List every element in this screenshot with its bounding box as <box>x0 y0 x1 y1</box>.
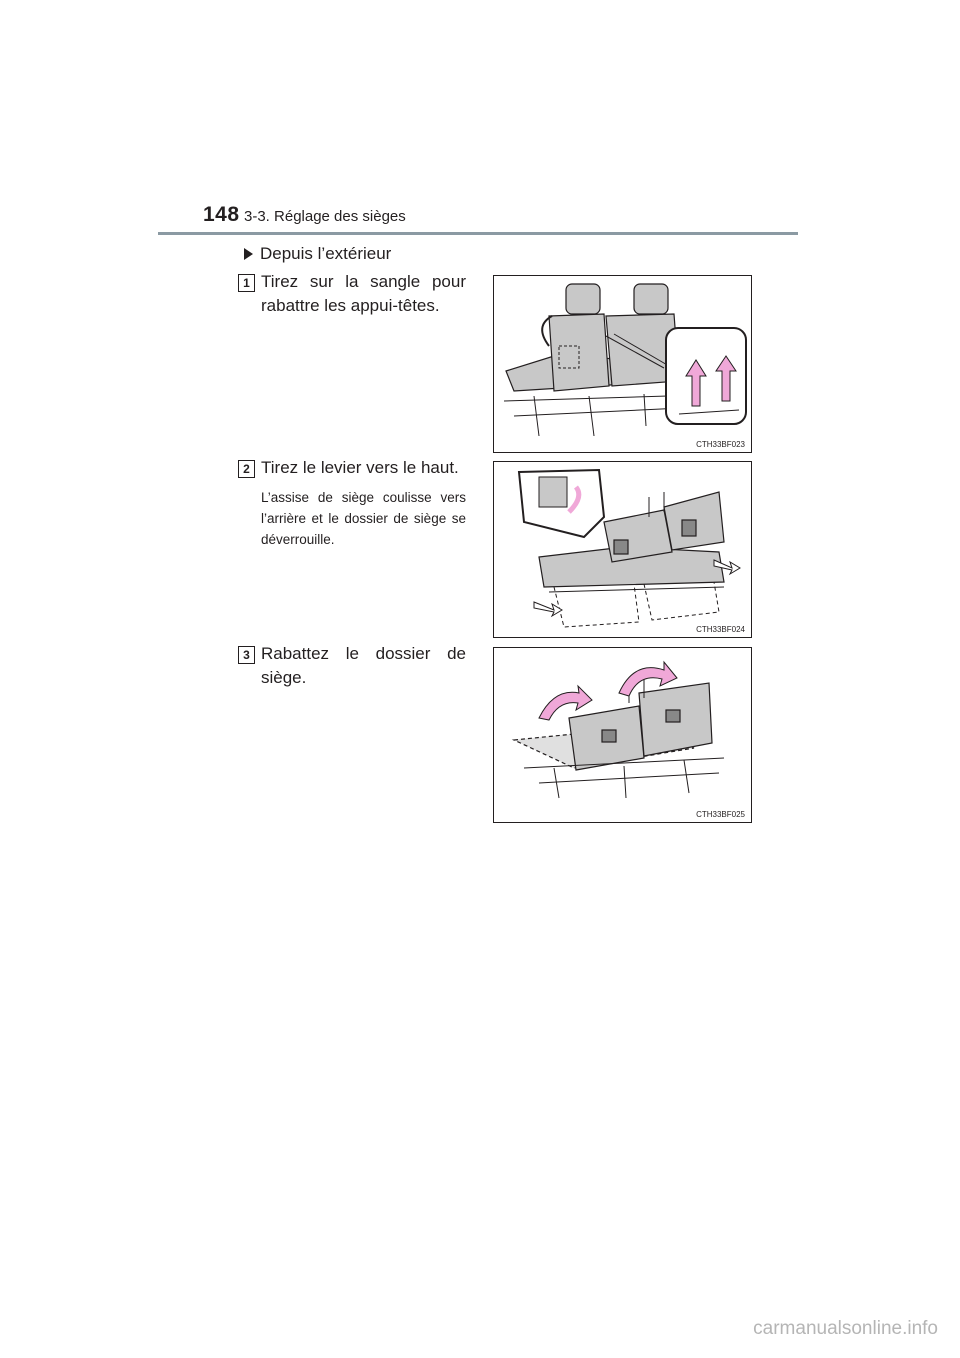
bullet-heading-text: Depuis l’extérieur <box>260 244 392 263</box>
seatback-fold-illustration <box>494 648 751 822</box>
figure-2-code: CTH33BF024 <box>696 625 745 634</box>
step-number-3: 3 <box>238 646 255 664</box>
page-number: 148 <box>203 203 240 226</box>
headrest-fold-illustration <box>494 276 751 452</box>
header-rule <box>158 232 798 235</box>
step-number-1: 1 <box>238 274 255 292</box>
bullet-heading <box>244 244 391 264</box>
step-2-note: L’assise de siège coulisse vers l’arrière et le dossier de siège se déverrouille. <box>261 490 466 547</box>
figure-1-code: CTH33BF023 <box>696 440 745 449</box>
watermark: carmanualsonline.info <box>753 1318 938 1339</box>
section-title: 3-3. Réglage des sièges <box>244 208 406 225</box>
figure-2 <box>493 461 752 638</box>
step-3-text: Rabattez le dossier de siège. <box>261 644 466 687</box>
figure-3-code: CTH33BF025 <box>696 810 745 819</box>
step-1-text: Tirez sur la sangle pour rabattre les appui-têtes. <box>261 272 466 315</box>
triangle-bullet-icon <box>244 248 253 260</box>
step-2-text: Tirez le levier vers le haut. <box>261 458 459 477</box>
step-number-2: 2 <box>238 460 255 478</box>
lever-release-illustration <box>494 462 751 637</box>
figure-1 <box>493 275 752 453</box>
figure-3 <box>493 647 752 823</box>
